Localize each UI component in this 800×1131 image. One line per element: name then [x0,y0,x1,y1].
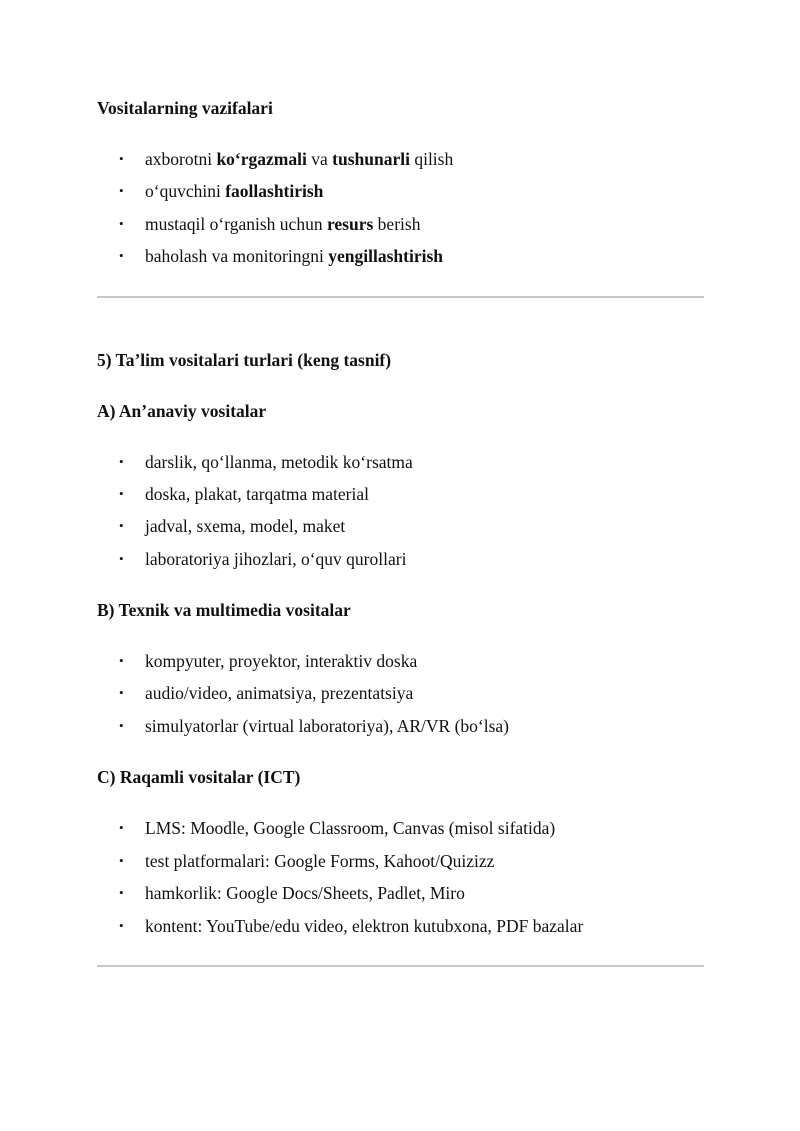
list-item-text [145,148,453,170]
plain-text: qilish [409,149,454,169]
bullet-icon: • [119,151,124,166]
bold-text: ko‘rgazmali [216,149,307,169]
list-item-text: hamkorlik: Google Docs/Sheets, Padlet, Miro [145,883,465,903]
bullet-icon: • [119,551,124,566]
bullet-icon: • [119,718,124,733]
list-item-text: LMS: Moodle, Google Classroom, Canvas (misol sifatida) [145,818,556,838]
bold-text: faollashtirish [225,181,324,201]
bullet-icon: • [119,885,124,900]
bold-text: resurs [326,214,374,234]
bullet-icon: • [119,685,124,700]
list-item-text: doska, plakat, tarqatma material [145,484,370,504]
bullet-icon: • [119,853,124,868]
bullet-icon: • [119,216,124,231]
list-item-text [145,245,443,267]
bullet-icon: • [119,248,124,263]
list-item-text [145,180,323,202]
horizontal-divider [97,296,704,298]
list-item-text: audio/video, animatsiya, prezentatsiya [145,683,414,703]
list-item-text: kontent: YouTube/edu video, elektron kutubxona, PDF bazalar [145,916,584,936]
bullet-icon: • [119,486,124,501]
bullet-icon: • [119,454,124,469]
section-heading-vazifalari: Vositalarning vazifalari [97,98,273,118]
list-item-text: test platformalari: Google Forms, Kahoot/Quizizz [145,851,495,871]
plain-text: o‘quvchini [145,181,226,201]
list-item-text: laboratoriya jihozlari, o‘quv qurollari [145,549,407,569]
plain-text: mustaqil o‘rganish uchun [145,214,327,234]
subsection-heading-raqamli: C) Raqamli vositalar (ICT) [97,767,301,787]
bold-text: yengillashtirish [328,246,443,266]
list-item-text [145,213,420,235]
plain-text: va [306,149,333,169]
section-heading-turlari: 5) Ta’lim vositalari turlari (keng tasnif) [97,350,392,370]
bullet-icon: • [119,820,124,835]
bullet-icon: • [119,183,124,198]
bold-text: tushunarli [332,149,410,169]
list-item-text: kompyuter, proyektor, interaktiv doska [145,651,418,671]
plain-text: baholash va monitoringni [145,246,329,266]
list-item-text: darslik, qo‘llanma, metodik ko‘rsatma [145,452,413,472]
subsection-heading-texnik: B) Texnik va multimedia vositalar [97,600,351,620]
plain-text: berish [373,214,421,234]
plain-text: axborotni [145,149,217,169]
bullet-icon: • [119,918,124,933]
subsection-heading-ananaviy: A) An’anaviy vositalar [97,401,267,421]
bullet-icon: • [119,653,124,668]
bullet-icon: • [119,518,124,533]
list-item-text: simulyatorlar (virtual laboratoriya), AR/VR (bo‘lsa) [145,716,510,736]
list-item-text: jadval, sxema, model, maket [145,516,346,536]
horizontal-divider [97,965,704,967]
